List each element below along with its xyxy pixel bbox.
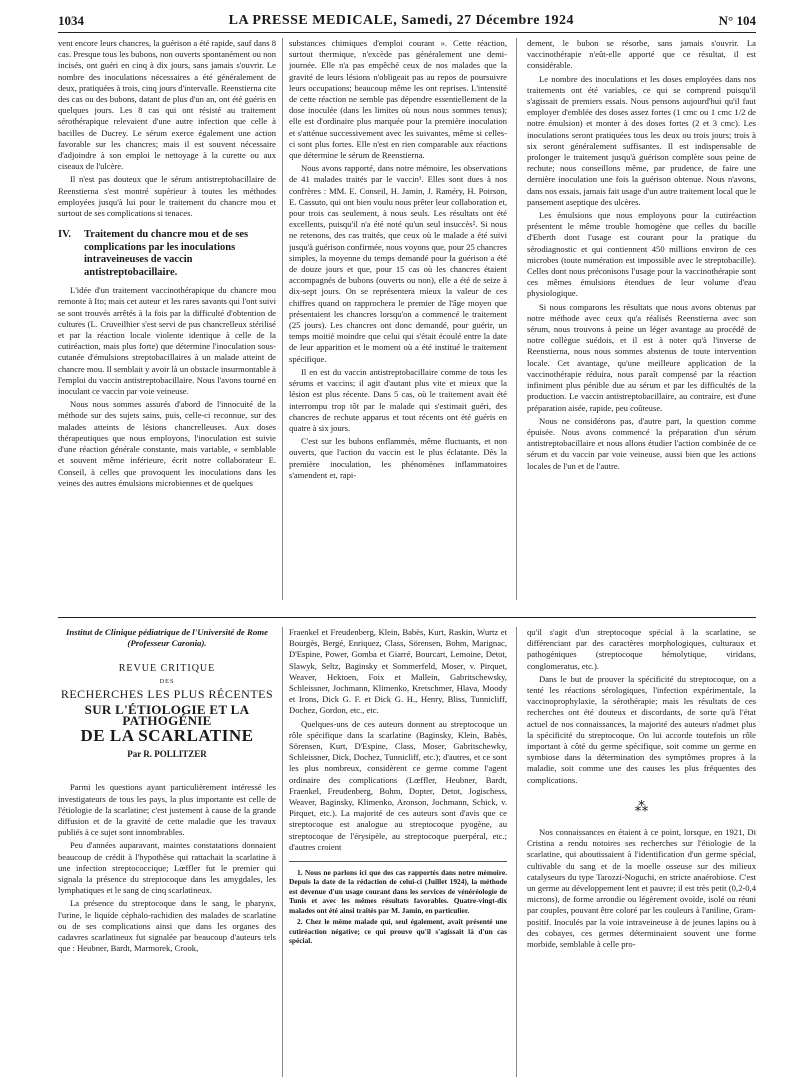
institute-line: Institut de Clinique pédiatrique de l'Université de Rome (Professeur Caronia). [65,627,269,648]
top-column-1 [58,38,276,598]
paragraph: C'est sur les bubons enflammés, même fluctuants, et non ouverts, que l'action du vaccin est le plus éclatante. Dès la première inoculation, les phénomènes inflammatoires s'amendent et, rapi- [289,436,507,480]
page-header [58,10,756,33]
footnotes [289,861,507,945]
section-heading [58,229,276,279]
journal-title: LA PRESSE MEDICALE, Samedi, 27 Décembre 1924 [228,13,574,28]
paragraph: Nous avons rapporté, dans notre mémoire, les observations de 41 malades traités par le vaccin¹. Elles sont dues à nos confrères : MM. E. Conseil, H. Jamin, J. Raméry, H. Poirson, E. Cassuto, qui ont bien voulu nous prêter leur collaboration et, pour trois cas seulement, à nous seuls. Les résultats ont été excellents, puisqu'il n'a été noté qu'un seul insuccès². Si nous ne retenons, des cas traités, que ceux où le malade a été suivi jusqu'à guérison confirmée, nous voyons que, pour 25 chancres simples, la moyenne du temps demandé pour la guérison a été de douze jours et que, pour 15 cas où les chancres étaient accompagnés de bubons (ouverts ou non), elle a été de seize à dix-sept jours. On se représentera mieux la valeur de ces chiffres quand on rapprochera le premier de l'âge moyen que présentaient les chancres lorsqu'on a commencé le traitement (25 jours). Les chancres ont donc demandé, pour guérir, un temps moitié moindre que celui qui s'était écoulé entre la date de leur apparition et le moment où a été institué le traitement spécifique. [289,163,507,364]
paragraph: Nos connaissances en étaient à ce point, lorsque, en 1921, Di Cristina a rendu notoires ses recherches sur l'étiologie de la scarlatine, qui aboutissaient à l'identification d'un germe spécial, cultivable du sang et de la moelle osseuse sur des milieux catalyseurs du type Tarozzi-Noguchi, en stricte anaérobiose. C'est un germe au développement lent et pauvre; il est très petit (0,2-0,4 microns), de forme arrondie ou légèrement ovoïde, isolé ou réuni par couples, pouvant être coloré par les couleurs à l'aniline, Gram-positif. Inoculés par la voie intraveineuse à de jeunes lapins ou à des cobayes, ces germes déterminaient souvent une forme morbide, semblable à celle pro- [527,827,756,950]
section-title: Traitement du chancre mou et de ses complications par les inoculations intraveineuses de vaccin antistreptobacillaire. [84,229,249,278]
section-stars: ⁂ [634,799,649,815]
column-rule [282,627,283,1077]
column-rule [516,38,517,600]
top-column-3 [527,38,756,598]
bottom-column-1 [58,627,276,1077]
page-number: 1034 [58,13,84,28]
article-author: Par R. POLLITZER [127,749,207,760]
paragraph: L'idée d'un traitement vaccinothérapique du chancre mou remonte à Ito; mais cet auteur et les rares savants qui l'ont suivi se sont trouvés arrêtés à la fois par la difficulté d'obtention de cultures (L. Cruveilhier s'est servi de pus chancrelleux stérilisé et par la réaction locale violente identique à celle de la cutiréaction, mais plus forte) que détermine l'inoculation sous-cutanée d'émulsions streptobacillaires à un malade atteint de chancre mou. Il semblait y avoir là un obstacle insurmontable à l'emploi du vaccin antistreptobacillaire. Nous l'avons tourné en inoculant ce vaccin par voie veineuse. [58,285,276,397]
footnote: 1. Nous ne parlons ici que des cas rapportés dans notre mémoire. Depuis la date de la rédaction de celui-ci (Juillet 1924), la méthode est devenue d'un usage courant dans les services de vénéréologie de Tunis et avec les mêmes résultats favorables. Quatre-vingt-dix malades ont été ainsi traités par M. Jamin, en particulier. [289,868,507,915]
column-rule [282,38,283,600]
issue-number: N° 104 [718,13,756,28]
paragraph: qu'il s'agit d'un streptocoque spécial à la scarlatine, se différenciant par des caractères morphologiques, culturaux et pathogéniques (streptocoque hémolytique, viridans, conglomeratus, etc.). [527,627,756,671]
paragraph: Dans le but de prouver la spécificité du streptocoque, on a tenté les réactions sérologiques, l'infection expérimentale, la vaccinoprophylaxie, la sérothérapie; mais les résultats de ces recherches ont été douteux et discordants, de sorte qu'à l'état actuel de nos connaissances, la majorité des auteurs n'admet plus la spécificité du streptocoque. On lui accorde toutefois un rôle important à côté du germe spécifique, soit comme un germe en symbiose dans la détermination des symptômes propres à la maladie, soit comme une des causes les plus fréquentes des complications. [527,673,756,785]
footnote: 2. Chez le même malade qui, seul également, avait présenté une cutiréaction négative; ce qui prouve qu'il s'agissait là d'un cas spécial. [289,917,507,945]
paragraph: Quelques-uns de ces auteurs donnent au streptocoque un rôle spécifique dans la scarlatine (Baginsky, Klein, Babès, Sörensen, Kurt, D'Espine, Class, Moser, Gabritschewky, Schleissner, Dick, Dochez, Tunnicliff, etc.); d'autres, et ce sont les plus nombreux, considèrent ce germe comme l'agent ordinaire des complications (Lœffler, Heubner, Bardt, Fraenkel, Freudenberg, Bohm, Dopter, Detot, Jogischess, Weaver, Baginsky, Klimenko, Aronson, Jochmann, Schick, v. Pirquet, etc.). La majorité de ces auteurs sont d'avis que ce streptocoque est analogue au streptocoque pyogène, au streptocoque de l'érysipèle, au streptocoque puerpéral, etc.; d'autres croient [289,718,507,852]
paragraph: Nous nous sommes assurés d'abord de l'innocuité de la méthode sur des sujets sains, puis, celle-ci reconnue, sur des malades atteints de lésions chancrelleuses. Aux doses thérapeutiques que nous employons, l'inoculation est suivie d'une réaction générale constante, mais variable, « semblable et souvent même inférieure, écrit notre collaborateur E. Conseil, à celles que provoquent les inoculations dans les veines des autres émulsions microbiennes et de quelques [58,399,276,488]
paragraph: dement, le bubon se résorbe, sans jamais s'ouvrir. La vaccinothérapie n'eût-elle apporté que ce résultat, il est considérable. [527,38,756,71]
paragraph: Le nombre des inoculations et les doses employées dans nos traitements ont été variables, ce qui se comprend puisqu'il s'agissait de premiers essais. Nous pensons aujourd'hui qu'il faut employer d'emblée des doses assez fortes (1 cmc ou 1 cmc 1/2 de notre émulsion) et monter à des doses fortes (2 et 3 cmc). Les inoculations seront pratiquées tous les deux ou trois jours; trois à six seront généralement suffisantes. Il est indispensable de prolonger le traitement jusqu'à guérison complète sous peine de rechute; nous conseillons même, par prudence, de faire une dernière inoculation une fois la guérison obtenue. Nous n'avons, dans nos essais, jamais fait usage d'un autre traitement local que le pansement aseptique des ulcères. [527,73,756,207]
paragraph: Si nous comparons les résultats que nous avons obtenus par notre méthode avec ceux qu'a réalisés Reenstierna avec son sérum, nous trouvons à peine un léger avantage au procédé de notre collègue suédois, et il est à noter qu'à l'inverse de Reenstierna, nous nous sommes abstenus de toute intervention locale. Cet avantage, qu'une meilleure application de la vaccinothérapie réduira, nous paraît compensé par la réaction infiniment plus pénible due au sérum et par les difficultés de la production. Le vaccin antistreptobacillaire, au contraire, est d'une préparation aisée, rapide, peu coûteuse. [527,301,756,413]
section-number: IV. [58,229,71,241]
bottom-column-3 [527,627,756,1077]
article-divider [58,617,756,618]
des-label: DES [159,678,175,686]
top-column-2 [289,38,507,598]
paragraph: vent encore leurs chancres, la guérison a été rapide, sauf dans 8 cas. Presque tous les bubons, non ouverts spontanément ou non incisés, ont guéri en cinq à dix jours, sans jamais s'ouvrir. Le nombre des inoculations nécessaires a été généralement de deux, pratiquées à trois, cinq jours d'intervalle. Reenstierna cite des cas ou des bubons, datant de plus d'un an, ont été guéris en quelques jours. Les 8 cas qui ont résisté au traitement sérothérapique relevaient d'une autre infection que celle à bacilles de Ducrey. Le sérum exerce également une action favorable sur les chancres; mais il est souvent nécessaire d'adjoindre à son emploi le nettoyage à la curette ou aux ciseaux de l'ulcère. [58,38,276,172]
revue-label: REVUE CRITIQUE [118,663,216,674]
paragraph: Les émulsions que nous employons pour la cutiréaction présentent le même trouble homogène que celles du bacille d'Eberth dont l'usage est courant pour la pratique du sérodiagnostic et qui contiennent 450 millions environ de ces microbes (toute numération est impossible avec le streptobacille). Celles dont nous préconisons l'usage pour la vaccinothérapie sont ces mêmes émulsions étendues de leur volume d'eau physiologique. [527,210,756,299]
bottom-column-2 [289,627,507,1077]
column-rule [516,627,517,1077]
article-title-line-1: RECHERCHES LES PLUS RÉCENTES [60,687,274,702]
paragraph: La présence du streptocoque dans le sang, le pharynx, l'urine, le liquide céphalo-rachidien des malades de scarlatine ou de ses complications ainsi que dans les organes des cadavres scarlatineux fut signalée par beaucoup d'auteurs tels que : Heubner, Bardt, Marmorek, Crook, [58,898,276,954]
paragraph: Nous ne considérons pas, d'autre part, la question comme épuisée. Nous avons commencé la préparation d'un sérum antistreptobacillaire et nous allons étudier l'action combinée de ce sérum et du vaccin par voie veineuse, aussi bien que les actions locales de l'un et de l'autre. [527,415,756,471]
paragraph: Parmi les questions ayant particulièrement intéressé les investigateurs de tous les pays, la plus importante est celle de l'étiologie de la scarlatine; c'est justement à cause de la grande diffusion et de la gravité de cette maladie que les travaux publiés à ce sujet sont innombrables. [58,782,276,838]
paragraph: Il en est du vaccin antistreptobacillaire comme de tous les sérums et vaccins; il agit d'autant plus vite et mieux que la lésion est plus récente. Dans 5 cas, où le traitement avait été interrompu trop tôt par le malade qui s'estimait guéri, des chancres de rechute apparus et tout récents ont été guéris en quatre à six jours. [289,366,507,433]
article-title-line-3: DE LA SCARLATINE [80,726,254,746]
paragraph: Il n'est pas douteux que le sérum antistreptobacillaire de Reenstierna s'est montré supérieur à toutes les méthodes employées jusqu'à lui pour le traitement du chancre mou et surtout de ses complications si tenaces. [58,174,276,219]
paragraph: Peu d'années auparavant, maintes constatations donnaient beaucoup de crédit à l'hypothèse qui rattachait la scarlatine à une infection streptococcique; Lœffler fut le premier qui signala la présence du streptocoque dans les amygdales, les lymphatiques et le sang de cinq scarlatineux. [58,840,276,896]
paragraph: Fraenkel et Freudenberg, Klein, Babès, Kurt, Raskin, Wurtz et Bourgès, Bergé, Enriquez, Class, Sörensen, Bohm, Marignac, D'Espine, Power, Gomba et Giarré, Bourcart, Lemoine, Detot, Slawyk, Seltz, Baginsky et Sommerfeld, Moser, v. Pirquet, Weaver, Hektoen, Foix et Mallein, Gabritschewsky, Schleissner, Jochmann, Klimenko, Kretschmer, Hlava, Moody et Irons, Dick G. F. et Dick G. H., Henry, Bliss, Tunnicliff, Dochez, Gordon, etc., etc. [289,627,507,716]
article-title-line-2: SUR L'ÉTIOLOGIE ET LA PATHOGÉNIE [84,701,250,728]
paragraph: substances chimiques d'emploi courant ». Cette réaction, surtout thermique, n'excède pas généralement une demi-journée. Elle n'a pas empêché ceux de nos malades que la gravité de leurs lésions n'obligeait pas au repos de poursuivre leurs occupations; beaucoup même les ont reprises. L'intensité de cette réaction ne semble pas dépendre essentiellement de la dose inoculée (dans les limites où nous nous sommes tenus); elle est d'ordinaire plus marquée pour la première inoculation et s'atténue successivement avec les suivantes, même si celles-ci sont plus fortes. Elle n'est en rien comparable aux réactions que détermine le sérum de Reenstierna. [289,38,507,161]
